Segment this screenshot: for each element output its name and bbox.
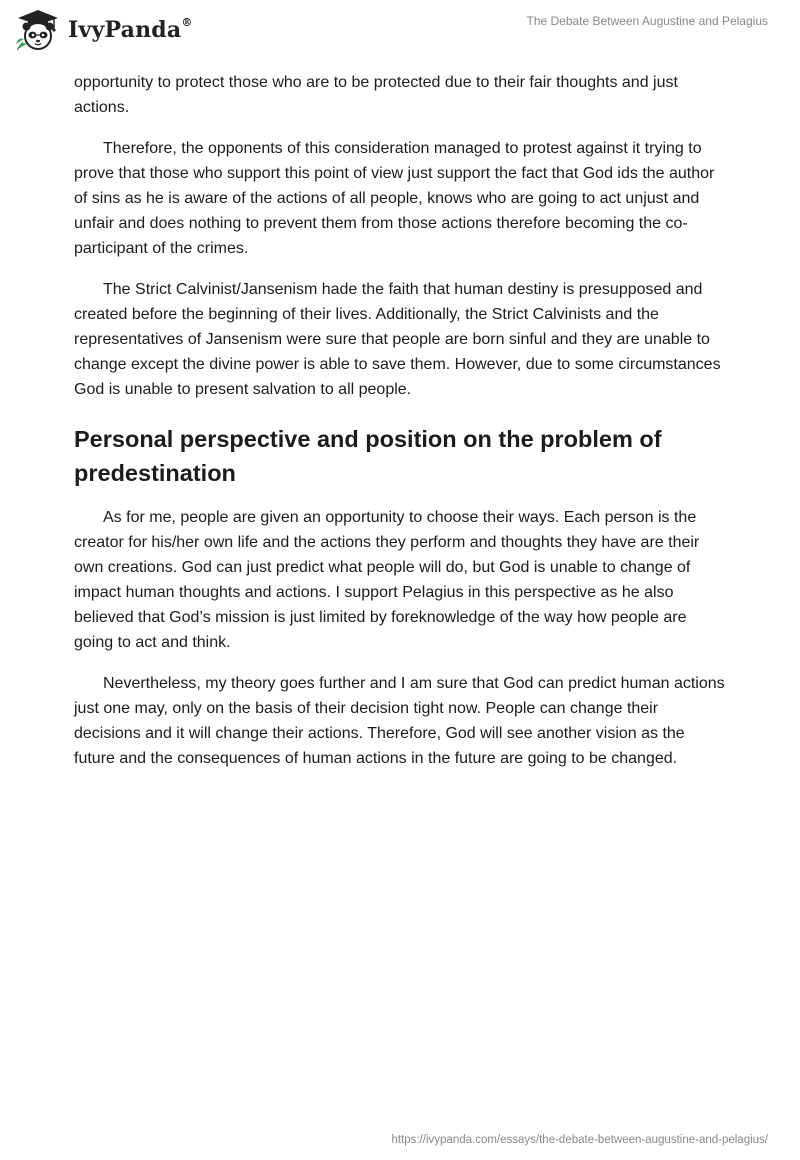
paragraph-personal-view: As for me, people are given an opportunity to choose their ways. Each person is the creator for his/her own life and the actions they perform and thoughts they have are their own creations. God can just predict what people will do, but God is unable to change of impact human thoughts and actions. I support Pelagius in this perspective as he also believed that God’s mission is just limited by foreknowledge of the way how people are going to act and think.	[74, 509, 700, 651]
paragraph-opponents: Therefore, the opponents of this consideration managed to protest against it trying to prove that those who support this point of view just support the fact that God ids the author of sins as he is aware of the actions of all people, knows who are going to act unjust and unfair and does nothing to prevent them from those actions therefore becoming the co-participant of the crimes.	[74, 140, 715, 257]
panda-graduate-icon	[14, 8, 62, 52]
paragraph-calvinist: The Strict Calvinist/Jansenism hade the faith that human destiny is presupposed and created before the beginning of their lives. Additionally, the Strict Calvinists and the representatives of Jansenism were sure that people are born sinful and they are unable to change except the divine power is able to save them. However, due to some circumstances God is unable to present salvation to all people.	[74, 281, 721, 398]
essay-content	[74, 70, 726, 787]
document-title: The Debate Between Augustine and Pelagius	[526, 14, 768, 28]
paragraph-continuation: opportunity to protect those who are to be protected due to their fair thoughts and just actions.	[74, 74, 678, 116]
source-url[interactable]: https://ivypanda.com/essays/the-debate-between-augustine-and-pelagius/	[391, 1134, 768, 1146]
page-header	[0, 0, 800, 62]
section-heading: Personal perspective and position on the problem of predestination	[74, 426, 662, 486]
paragraph-theory: Nevertheless, my theory goes further and I am sure that God can predict human actions just one may, only on the basis of their decision tight now. People can change their decisions and it will change their actions. Therefore, God will see another vision as the future and the consequences of human actions in the future are going to be changed.	[74, 675, 725, 767]
brand-name: IvyPanda®	[68, 15, 193, 43]
ivypanda-logo[interactable]	[14, 8, 193, 52]
